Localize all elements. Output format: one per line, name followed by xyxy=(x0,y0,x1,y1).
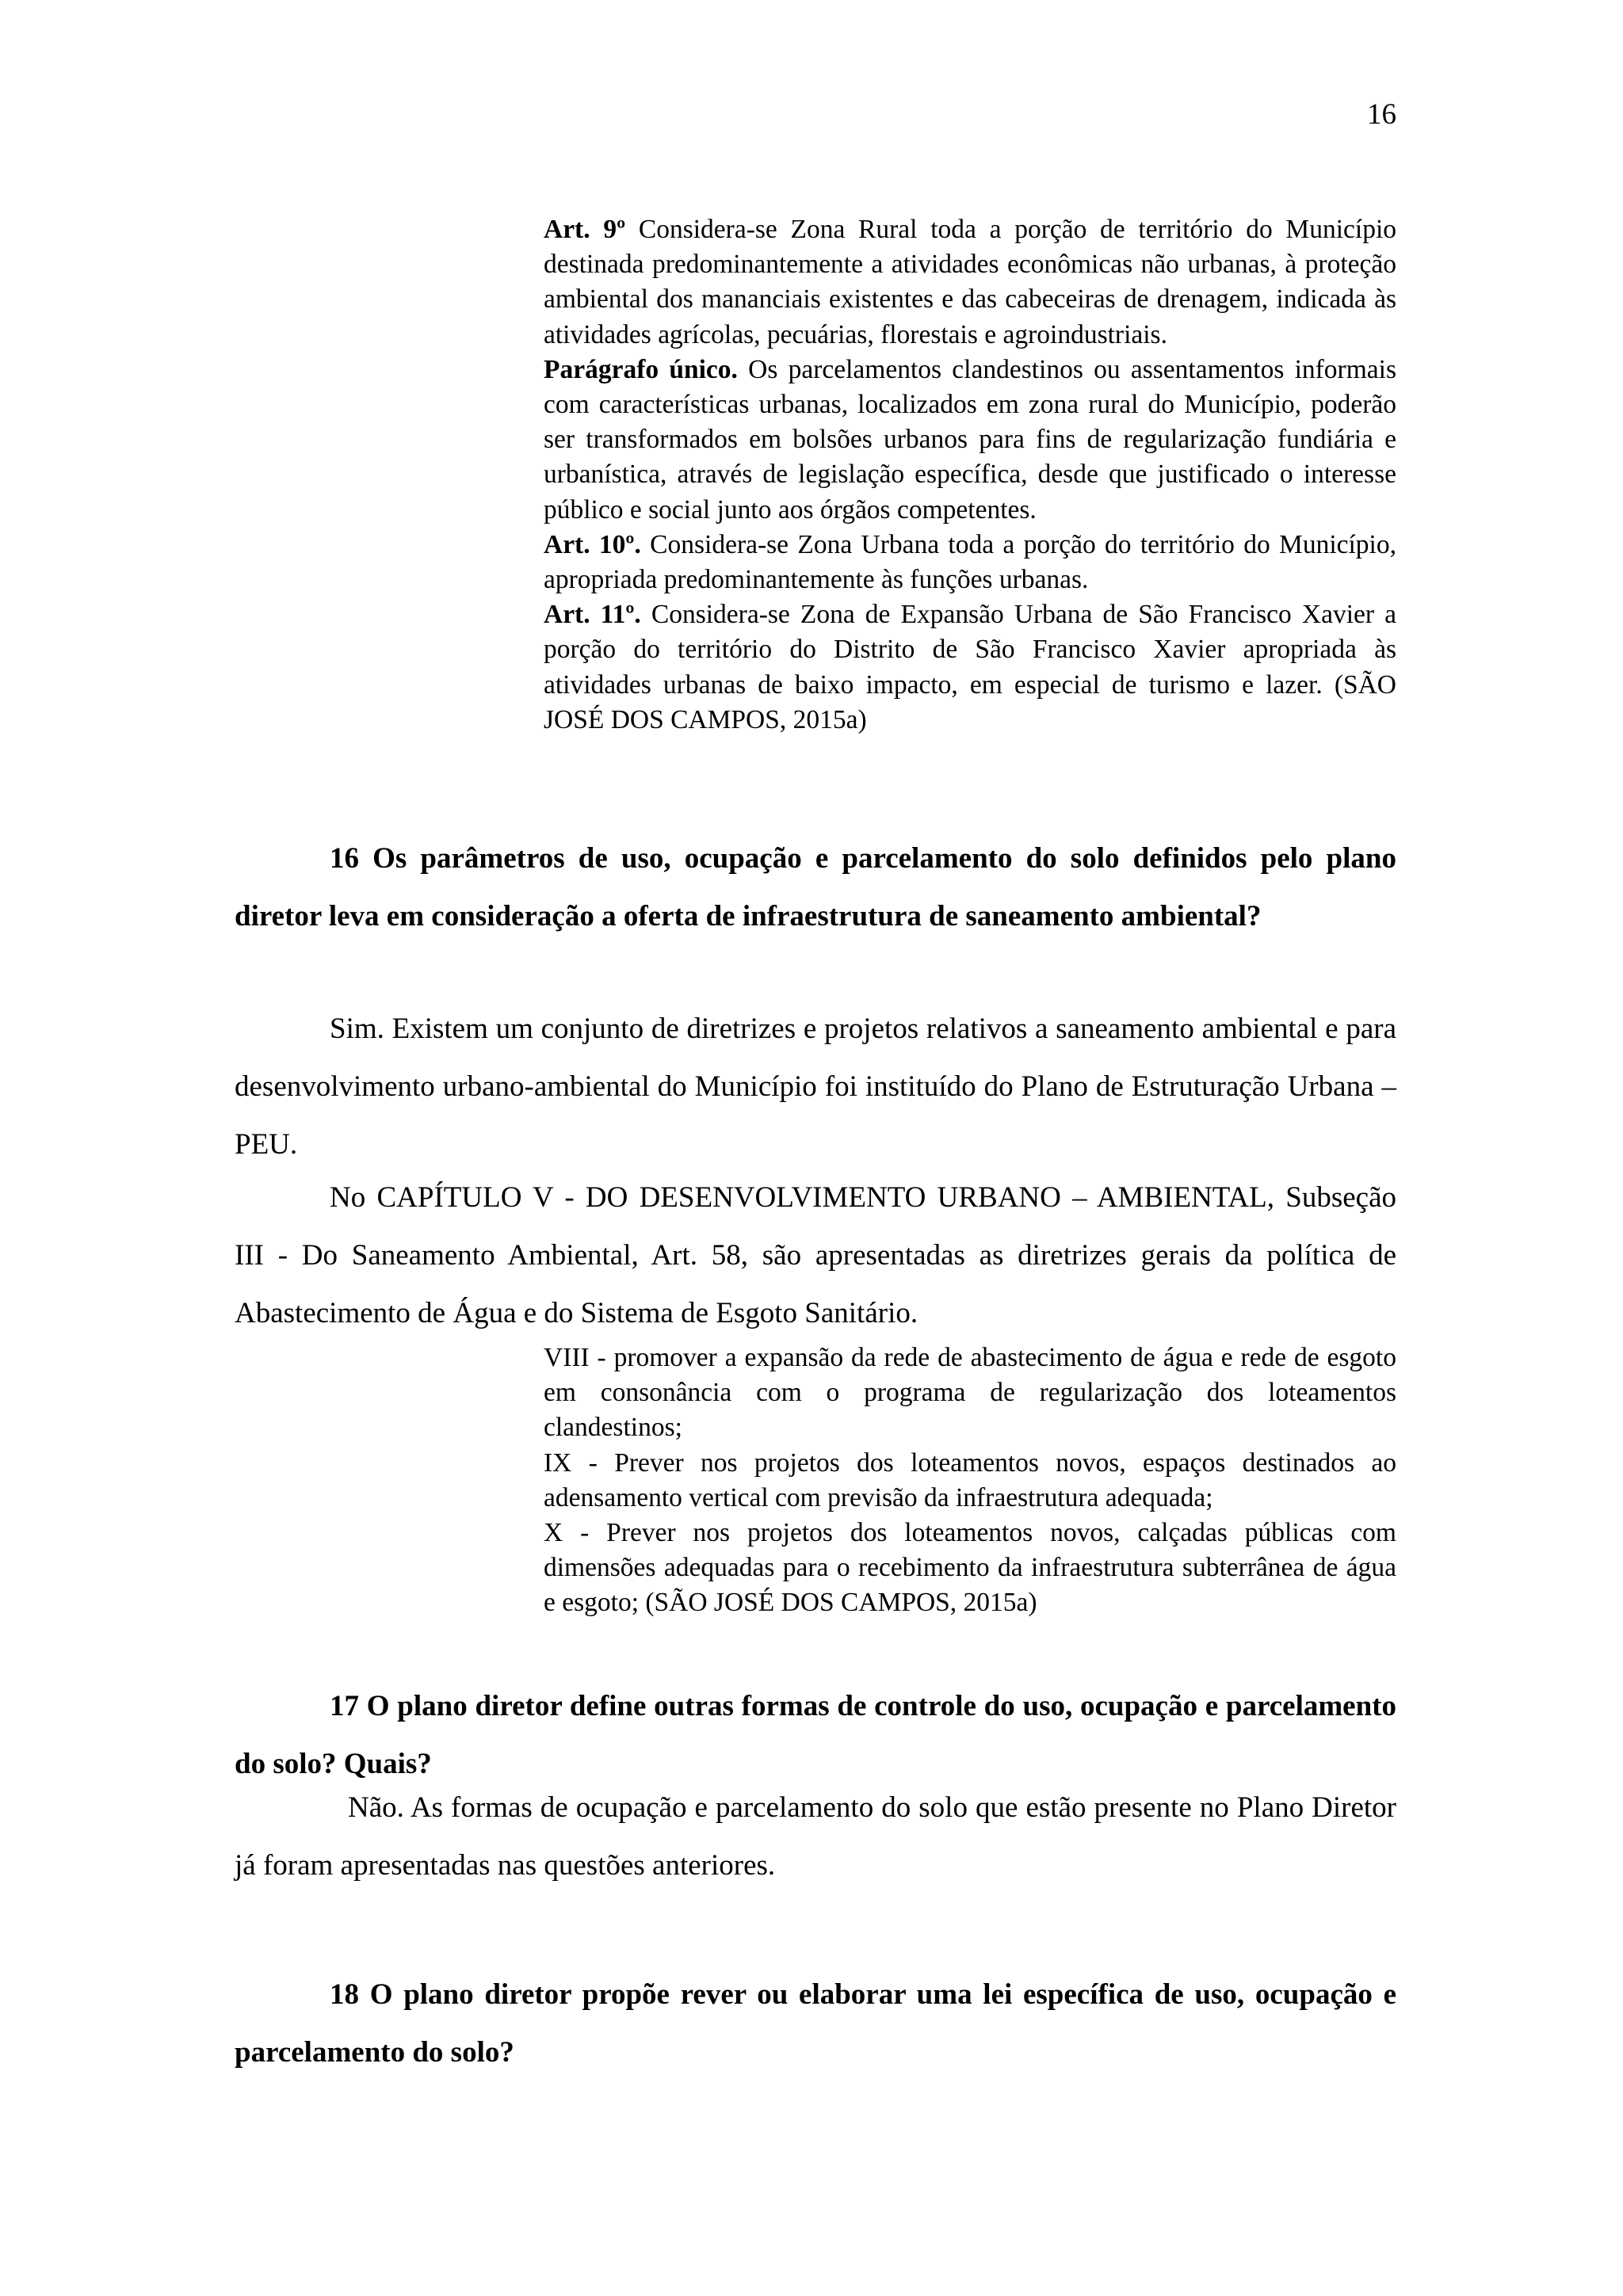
art-10-paragraph xyxy=(544,528,1396,597)
art-9-label: Art. 9º xyxy=(544,215,626,244)
paragrafo-unico-label: Parágrafo único. xyxy=(544,354,738,384)
answer-16-paragraph-2: No CAPÍTULO V - DO DESENVOLVIMENTO URBANO – AMBIENTAL, Subseção III - Do Saneamento Ambiental, Art. 58, são apresentadas as diretrizes gerais da política de Abastecimento de Água e do Sistema de Esgoto Sanitário. xyxy=(235,1181,1396,1329)
art-11-label: Art. 11º. xyxy=(544,600,641,630)
question-17: 17 O plano diretor define outras formas de controle do uso, ocupação e parcelamento do solo? Quais? xyxy=(235,1690,1396,1780)
answer-16-paragraph-1: Sim. Existem um conjunto de diretrizes e projetos relativos a saneamento ambiental e para desenvolvimento urbano-ambiental do Município foi instituído do Plano de Estruturação Urbana – PEU. xyxy=(235,1013,1396,1161)
item-ix: IX - Prever nos projetos dos loteamentos novos, espaços destinados ao adensamento vertical com previsão da infraestrutura adequada; xyxy=(544,1447,1396,1512)
art-9-paragraph xyxy=(544,212,1396,353)
paragrafo-unico-text: Os parcelamentos clandestinos ou assentamentos informais com características urbanas, localizados em zona rural do Município, poderão ser transformados em bolsões urbanos para fins de regularização fundiária e urbanística, através de legislação específica, desde que justificado o interesse público e social junto aos órgãos competentes. xyxy=(544,354,1396,524)
art-11-text: Considera-se Zona de Expansão Urbana de São Francisco Xavier a porção do território do Distrito de São Francisco Xavier apropriada às atividades urbanas de baixo impacto, em especial de turismo e lazer. (SÃO JOSÉ DOS CAMPOS, 2015a) xyxy=(544,600,1396,734)
art-11-paragraph xyxy=(544,597,1396,738)
item-viii: VIII - promover a expansão da rede de abastecimento de água e rede de esgoto em consonância com o programa de regularização dos loteamentos clandestinos; xyxy=(544,1343,1396,1443)
legal-quote-sanitation xyxy=(544,1341,1396,1621)
item-x: X - Prever nos projetos dos loteamentos novos, calçadas públicas com dimensões adequadas para o recebimento da infraestrutura subterrânea de água e esgoto; (SÃO JOSÉ DOS CAMPOS, 2015a) xyxy=(544,1518,1396,1618)
art-10-label: Art. 10º. xyxy=(544,529,641,559)
page-number: 16 xyxy=(1367,98,1396,131)
question-16: 16 Os parâmetros de uso, ocupação e parcelamento do solo definidos pelo plano diretor leva em consideração a oferta de infraestrutura de saneamento ambiental? xyxy=(235,842,1396,933)
question-18: 18 O plano diretor propõe rever ou elaborar uma lei específica de uso, ocupação e parcelamento do solo? xyxy=(235,1978,1396,2069)
art-9-text: Considera-se Zona Rural toda a porção de território do Município destinada predominantemente a atividades econômicas não urbanas, à proteção ambiental dos mananciais existentes e das cabeceiras de drenagem, indicada às atividades agrícolas, pecuárias, florestais e agroindustriais. xyxy=(544,215,1397,349)
paragrafo-unico xyxy=(544,353,1396,528)
legal-quote-zones xyxy=(544,212,1396,738)
answer-17: Não. As formas de ocupação e parcelamento do solo que estão presente no Plano Diretor já foram apresentadas nas questões anteriores. xyxy=(235,1791,1396,1882)
art-10-text: Considera-se Zona Urbana toda a porção do território do Município, apropriada predominantemente às funções urbanas. xyxy=(544,529,1396,595)
